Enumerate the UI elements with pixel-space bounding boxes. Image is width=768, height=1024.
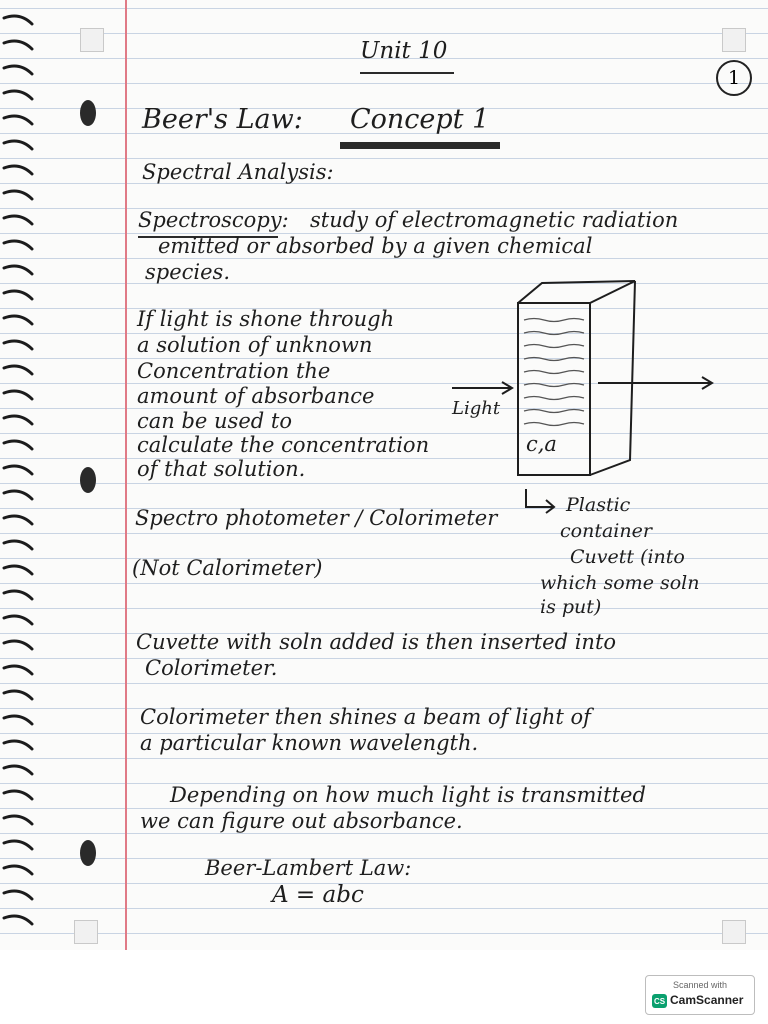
scanner-badge bbox=[645, 975, 755, 1015]
depending-line: we can figure out absorbance. bbox=[140, 809, 463, 833]
cuvette-line: Cuvette with soln added is then inserted into bbox=[136, 630, 617, 654]
colorimeter-line: Colorimeter then shines a beam of light of bbox=[140, 705, 591, 729]
instrument-heading: Spectro photometer / Colorimeter bbox=[135, 506, 498, 530]
corner-marker bbox=[722, 920, 746, 944]
corner-marker bbox=[74, 920, 98, 944]
annotation-line: Plastic bbox=[566, 494, 631, 516]
page-number: 1 bbox=[716, 60, 752, 96]
spectroscopy-def-3: species. bbox=[145, 260, 231, 284]
corner-marker bbox=[722, 28, 746, 52]
annotation-line: which some soln bbox=[540, 572, 700, 594]
light-para-line: Concentration the bbox=[137, 359, 331, 383]
spiral-binding bbox=[0, 10, 40, 940]
title-underline bbox=[340, 142, 500, 149]
law-equation: A = abc bbox=[272, 882, 364, 908]
annotation-line: container bbox=[560, 520, 652, 542]
light-para-line: can be used to bbox=[137, 409, 292, 433]
spectroscopy-term: Spectroscopy: bbox=[138, 208, 289, 232]
corner-marker bbox=[80, 28, 104, 52]
scanner-badge-name: CamScanner bbox=[670, 993, 744, 1007]
margin-line bbox=[125, 0, 127, 950]
cuvette-label: c,a bbox=[526, 432, 557, 456]
section-heading: Spectral Analysis: bbox=[142, 160, 334, 184]
punch-hole bbox=[80, 467, 96, 493]
light-label: Light bbox=[452, 398, 501, 419]
annotation-line: is put) bbox=[540, 596, 602, 618]
punch-hole bbox=[80, 100, 96, 126]
not-calorimeter-note: (Not Calorimeter) bbox=[132, 556, 323, 580]
light-para-line: amount of absorbance bbox=[137, 384, 375, 408]
cuvette-diagram bbox=[440, 275, 730, 485]
light-para-line: of that solution. bbox=[137, 457, 306, 481]
light-para-line: If light is shone through bbox=[137, 307, 395, 331]
annotation-arrow-icon bbox=[522, 487, 558, 515]
light-para-line: a solution of unknown bbox=[137, 333, 373, 357]
unit-title-underline bbox=[360, 72, 454, 74]
spectroscopy-def-1: study of electromagnetic radiation bbox=[310, 208, 679, 232]
scanner-badge-top: Scanned with bbox=[672, 980, 728, 990]
page-title-part1: Beer's Law: bbox=[142, 104, 303, 135]
page-title-part2: Concept 1 bbox=[350, 104, 490, 135]
law-name: Beer-Lambert Law: bbox=[205, 856, 412, 880]
solution-hatching bbox=[524, 319, 584, 426]
spectroscopy-def-2: emitted or absorbed by a given chemical bbox=[158, 234, 593, 258]
camscanner-logo-icon: CS bbox=[652, 994, 667, 1008]
depending-line: Depending on how much light is transmitted bbox=[170, 783, 646, 807]
light-para-line: calculate the concentration bbox=[137, 433, 430, 457]
colorimeter-line: a particular known wavelength. bbox=[140, 731, 479, 755]
unit-title: Unit 10 bbox=[360, 38, 448, 64]
annotation-line: Cuvett (into bbox=[570, 546, 685, 568]
cuvette-line: Colorimeter. bbox=[145, 656, 278, 680]
punch-hole bbox=[80, 840, 96, 866]
